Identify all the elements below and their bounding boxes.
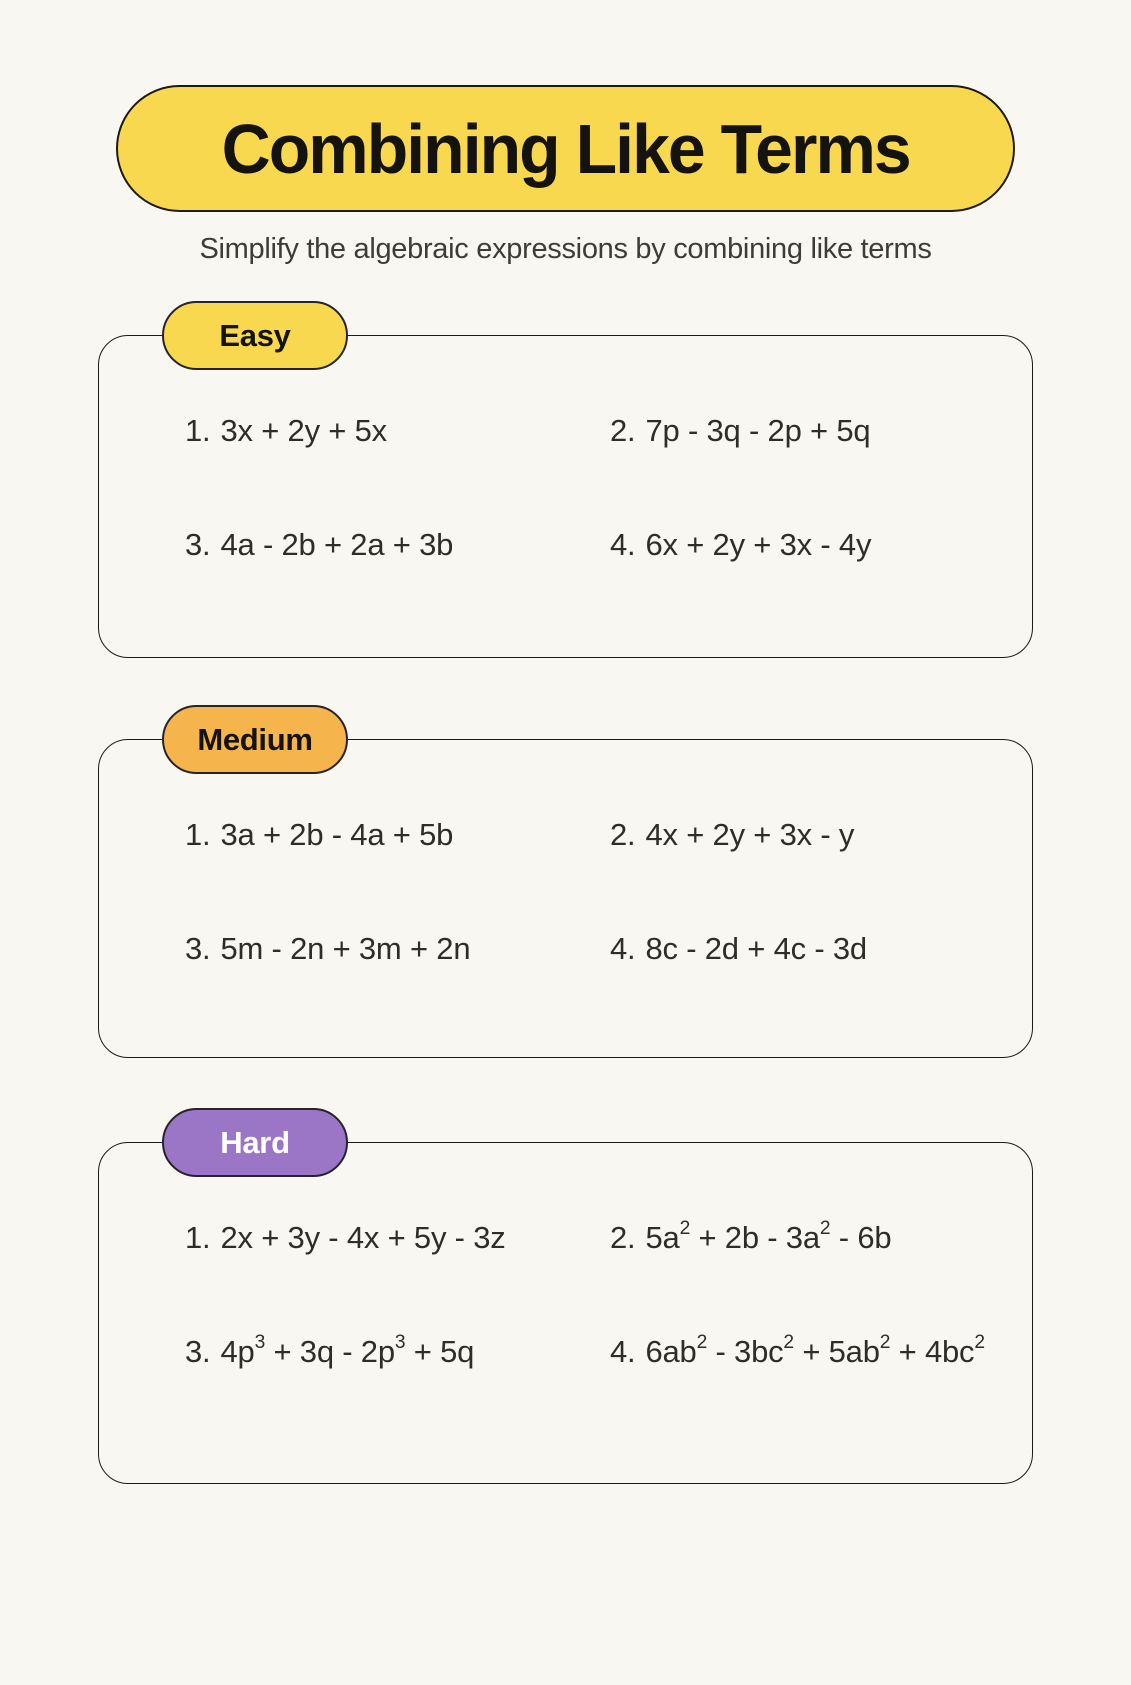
problem-hard-1 bbox=[185, 1219, 610, 1257]
problem-expression: 7p - 3q - 2p + 5q bbox=[645, 413, 871, 448]
problem-number: 2. bbox=[610, 413, 636, 448]
problem-expression: 5m - 2n + 3m + 2n bbox=[220, 931, 471, 966]
problem-number: 3. bbox=[185, 527, 211, 562]
problem-expression: 3a + 2b - 4a + 5b bbox=[220, 817, 454, 852]
hard-badge: Hard bbox=[162, 1108, 348, 1177]
problem-number: 1. bbox=[185, 413, 211, 448]
problem-hard-2 bbox=[610, 1219, 1008, 1257]
title-banner bbox=[116, 85, 1015, 212]
problem-number: 4. bbox=[610, 527, 636, 562]
problem-number: 4. bbox=[610, 931, 636, 966]
easy-problems-box bbox=[98, 335, 1033, 658]
problem-medium-2 bbox=[610, 816, 1008, 854]
problem-expression: 4a - 2b + 2a + 3b bbox=[220, 527, 454, 562]
problem-expression: $5a^2 + 2b - 3a^2 - 6b$ bbox=[645, 1217, 892, 1255]
hard-problems-box bbox=[98, 1142, 1033, 1484]
problem-expression: $4p^3 + 3q - 2p^3 + 5q$ bbox=[220, 1331, 475, 1369]
medium-section bbox=[98, 721, 1033, 1058]
problem-expression: 8c - 2d + 4c - 3d bbox=[645, 931, 867, 966]
problem-easy-2 bbox=[610, 412, 1008, 450]
medium-badge: Medium bbox=[162, 705, 348, 774]
problem-number: 1. bbox=[185, 1220, 211, 1255]
problem-hard-3 bbox=[185, 1333, 610, 1371]
page-title: Combining Like Terms bbox=[221, 109, 910, 188]
problem-number: 3. bbox=[185, 1334, 211, 1369]
problem-medium-4 bbox=[610, 930, 1008, 968]
instructions-text: Simplify the algebraic expressions by combining like terms bbox=[199, 233, 932, 265]
medium-problems-box bbox=[98, 739, 1033, 1058]
problem-hard-4 bbox=[610, 1333, 1008, 1371]
problem-easy-1 bbox=[185, 412, 610, 450]
problem-number: 1. bbox=[185, 817, 211, 852]
problem-expression: 2x + 3y - 4x + 5y - 3z bbox=[220, 1220, 506, 1255]
problem-easy-4 bbox=[610, 526, 1008, 564]
problem-expression: 6x + 2y + 3x - 4y bbox=[645, 527, 872, 562]
problem-expression: $6ab^2 - 3bc^2 + 5ab^2 + 4bc^2$ bbox=[645, 1331, 985, 1369]
easy-section bbox=[98, 317, 1033, 658]
worksheet-page bbox=[0, 85, 1131, 1685]
easy-badge: Easy bbox=[162, 301, 348, 370]
problem-number: 4. bbox=[610, 1334, 636, 1369]
problem-number: 2. bbox=[610, 817, 636, 852]
worksheet bbox=[0, 85, 1131, 1685]
problem-number: 2. bbox=[610, 1220, 636, 1255]
problem-expression: 4x + 2y + 3x - y bbox=[645, 817, 855, 852]
problem-medium-3 bbox=[185, 930, 610, 968]
problem-number: 3. bbox=[185, 931, 211, 966]
problem-expression: 3x + 2y + 5x bbox=[220, 413, 387, 448]
problem-medium-1 bbox=[185, 816, 610, 854]
problem-easy-3 bbox=[185, 526, 610, 564]
hard-section bbox=[98, 1124, 1033, 1484]
